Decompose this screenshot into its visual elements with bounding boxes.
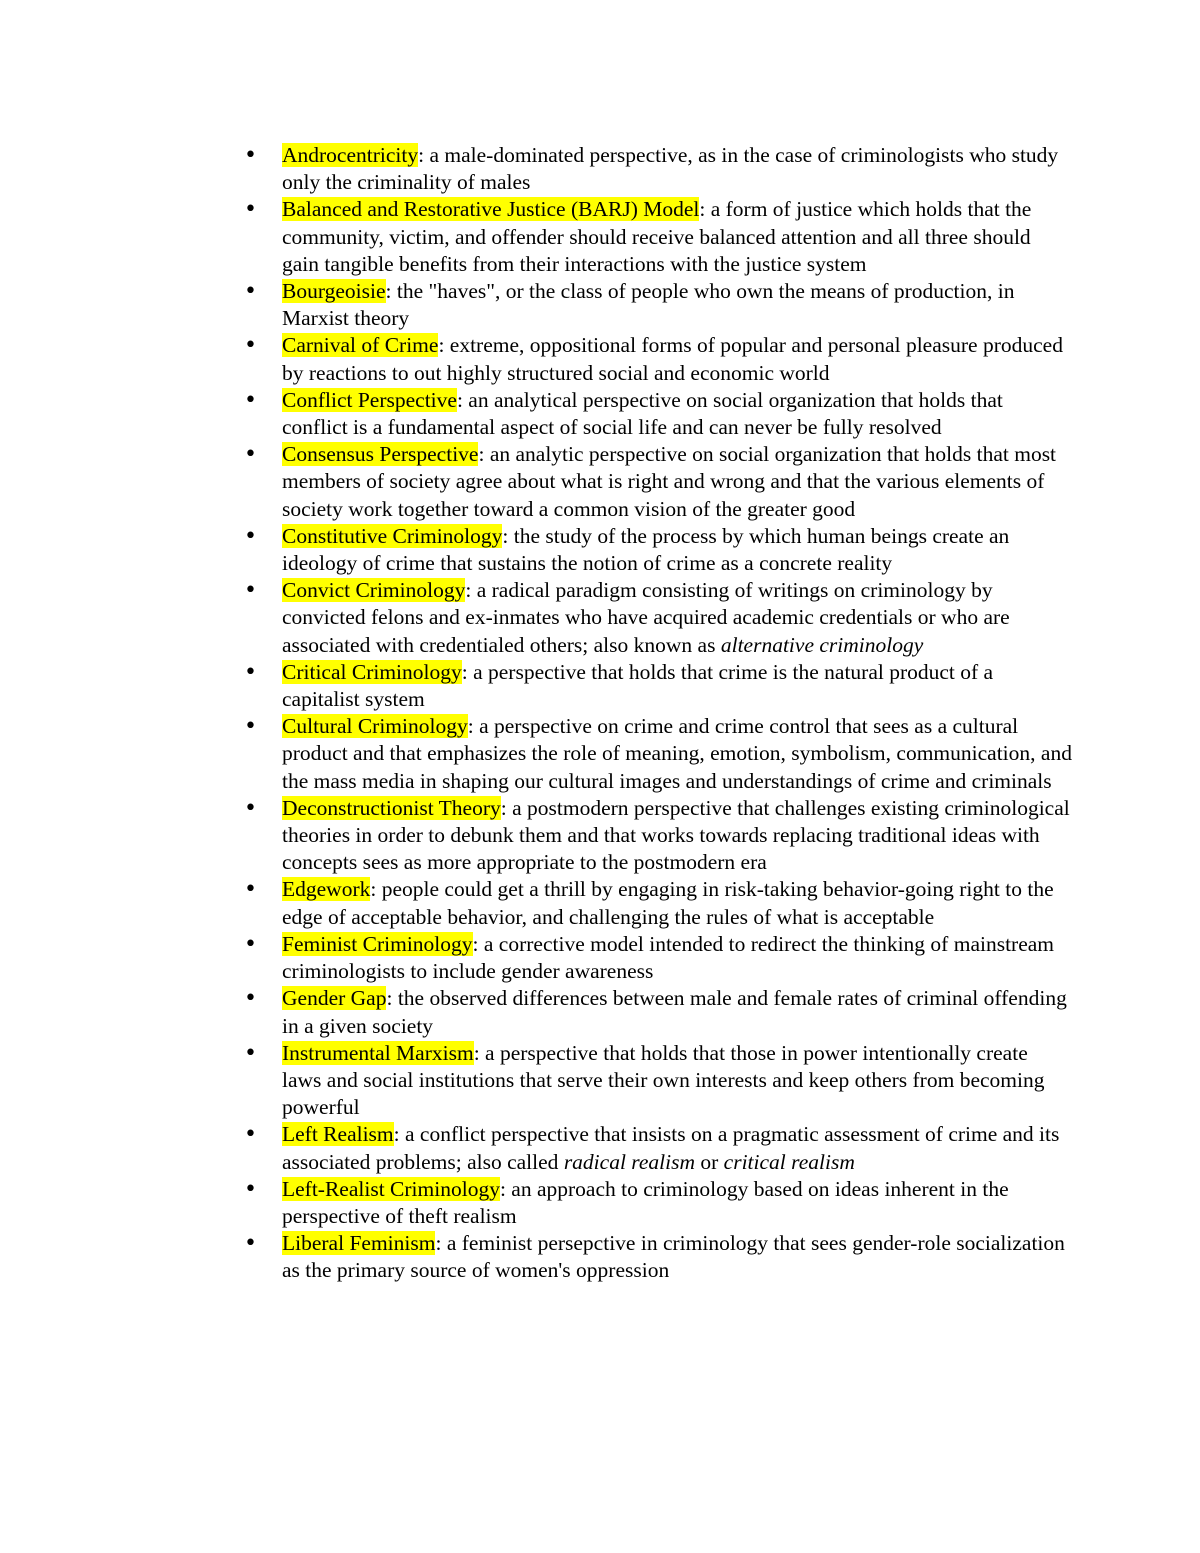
bullet-icon: • (244, 714, 257, 740)
bullet-icon: • (244, 523, 257, 549)
glossary-term: Left Realism (282, 1122, 394, 1147)
glossary-item (244, 713, 1072, 795)
bullet-icon: • (244, 279, 257, 305)
bullet-icon: • (244, 143, 257, 168)
bullet-icon: • (244, 1231, 257, 1257)
glossary-item (244, 659, 1072, 713)
glossary-item (244, 142, 1072, 196)
glossary-list (244, 142, 1072, 1285)
definition-italic-text: alternative criminology (720, 632, 924, 657)
glossary-term: Feminist Criminology (282, 931, 473, 956)
glossary-term: Consensus Perspective (282, 442, 479, 467)
bullet-icon: • (244, 387, 257, 413)
glossary-item (244, 278, 1072, 332)
glossary-item (244, 523, 1072, 577)
bullet-icon: • (244, 931, 257, 957)
glossary-term: Gender Gap (282, 986, 387, 1011)
definition-text: : a perspective on crime and crime control that sees as a cultural product and that emphasizes the role of meaning, emotion, symbolism, communication, and the mass media in shaping our cultural images and understandings of crime and criminals (282, 714, 1072, 793)
glossary-term: Balanced and Restorative Justice (BARJ) Model (282, 197, 700, 222)
glossary-item (244, 332, 1072, 386)
glossary-term: Edgework (282, 877, 371, 902)
glossary-term: Liberal Feminism (282, 1231, 436, 1256)
glossary-term: Constitutive Criminology (282, 523, 503, 548)
glossary-item (244, 1230, 1072, 1284)
definition-text: : a form of justice which holds that the community, victim, and offender should receive balanced attention and all three should gain tangible benefits from their interactions with the justice system (282, 197, 1032, 276)
bullet-icon: • (244, 877, 257, 903)
definition-text: : an approach to criminology based on ideas inherent in the perspective of theft realism (282, 1176, 1009, 1228)
glossary-term: Cultural Criminology (282, 714, 468, 739)
bullet-icon: • (244, 986, 257, 1012)
definition-text: : a radical paradigm consisting of writings on criminology by convicted felons and ex-inmates who have acquired academic credentials or who are associated with credentialed others; also known as (282, 578, 1010, 657)
glossary-term: Bourgeoisie (282, 279, 386, 304)
glossary-item (244, 441, 1072, 523)
glossary-item (244, 1176, 1072, 1230)
bullet-icon: • (244, 333, 257, 359)
definition-text: : a perspective that holds that those in power intentionally create laws and social institutions that serve their own interests and keep others from becoming powerful (282, 1040, 1045, 1120)
glossary-term: Convict Criminology (282, 578, 466, 603)
definition-text: or (695, 1149, 724, 1174)
glossary-term: Critical Criminology (282, 659, 462, 684)
definition-text: : a conflict perspective that insists on a pragmatic assessment of crime and its associated problems; also called (282, 1122, 1060, 1174)
definition-text: : a corrective model intended to redirect the thinking of mainstream criminologists to include gender awareness (282, 931, 1055, 984)
definition-text: : extreme, oppositional forms of popular and personal pleasure produced by reactions to out highly structured social and economic world (282, 333, 1063, 385)
glossary-item (244, 876, 1072, 930)
glossary-term: Carnival of Crime (282, 333, 439, 358)
definition-italic-text: radical realism (563, 1149, 695, 1174)
definition-text: : a perspective that holds that crime is the natural product of a capitalist system (282, 659, 994, 712)
definition-text: : the "haves", or the class of people who own the means of production, in Marxist theory (282, 279, 1015, 331)
bullet-icon: • (244, 795, 257, 821)
bullet-icon: • (244, 1176, 257, 1202)
bullet-icon: • (244, 578, 257, 604)
glossary-item (244, 577, 1072, 659)
glossary-item (244, 985, 1072, 1039)
definition-text: : the observed differences between male and female rates of criminal offending in a given society (282, 986, 1067, 1038)
bullet-icon: • (244, 1040, 257, 1066)
glossary-term: Deconstructionist Theory (282, 795, 501, 820)
glossary-item (244, 1121, 1072, 1175)
glossary-item (244, 196, 1072, 278)
definition-text: : a feminist persepctive in criminology that sees gender-role socialization as the primary source of women's oppression (282, 1231, 1065, 1283)
definition-text: : a male-dominated perspective, as in the case of criminologists who study only the criminality of males (282, 143, 1059, 195)
definition-text: : people could get a thrill by engaging in risk-taking behavior-going right to the edge of acceptable behavior, and challenging the rules of what is acceptable (282, 877, 1054, 929)
definition-text: : an analytic perspective on social organization that holds that most members of society agree about what is right and wrong and that the various elements of society work together toward a common vision of the greater good (282, 442, 1057, 521)
definition-text: : a postmodern perspective that challenges existing criminological theories in order to debunk them and that works towards replacing traditional ideas with concepts sees as more appropriate to the postmodern era (282, 795, 1070, 875)
bullet-icon: • (244, 1122, 257, 1148)
glossary-term: Conflict Perspective (282, 387, 457, 412)
glossary-item (244, 387, 1072, 441)
definition-text: : an analytical perspective on social organization that holds that conflict is a fundamental aspect of social life and can never be fully resolved (282, 387, 1003, 440)
glossary-term: Left-Realist Criminology (282, 1176, 500, 1201)
glossary-item (244, 931, 1072, 985)
definition-text: : the study of the process by which human beings create an ideology of crime that sustains the notion of crime as a concrete reality (282, 523, 1010, 576)
bullet-icon: • (244, 197, 257, 223)
bullet-icon: • (244, 442, 257, 468)
glossary-term: Instrumental Marxism (282, 1040, 474, 1065)
bullet-icon: • (244, 659, 257, 685)
glossary-term: Androcentricity (282, 143, 419, 167)
glossary-item (244, 795, 1072, 877)
glossary-item (244, 1040, 1072, 1122)
definition-italic-text: critical realism (723, 1149, 855, 1174)
